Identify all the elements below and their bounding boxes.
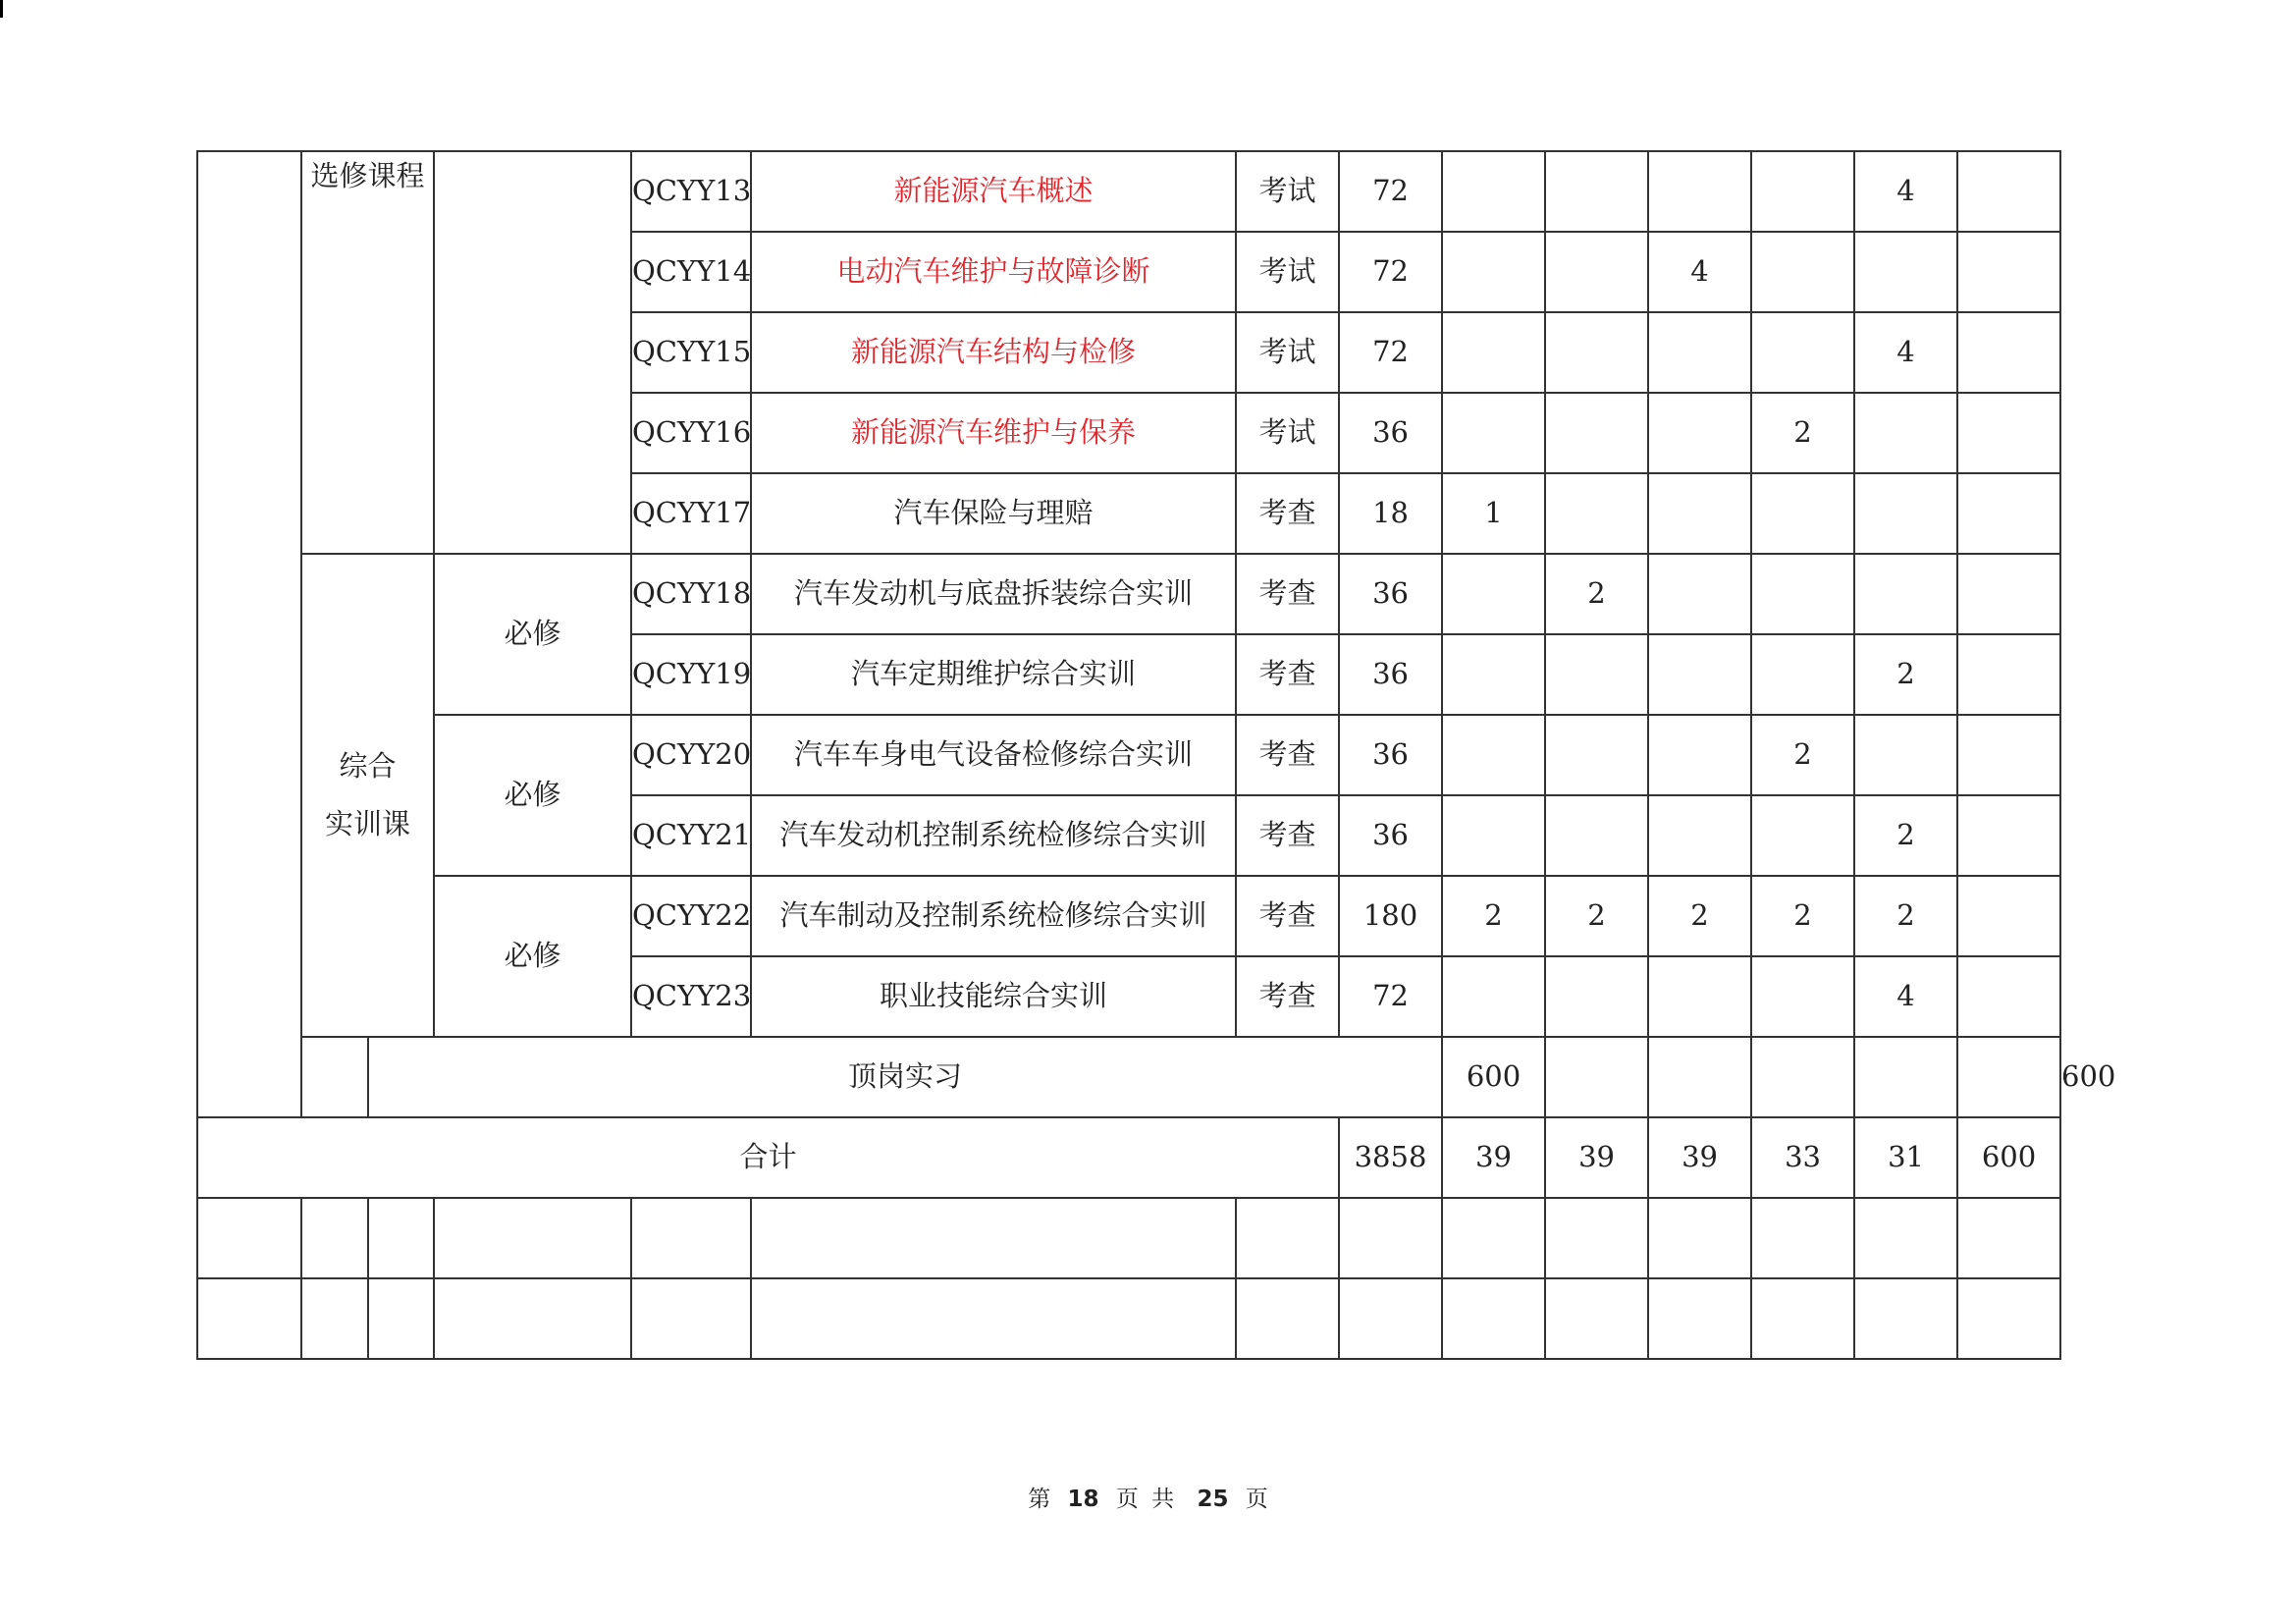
assessment-type: 考查 (1236, 715, 1339, 795)
assessment-type: 考查 (1236, 554, 1339, 634)
semester-6-hours (1957, 876, 2060, 956)
semester-2-hours (1545, 956, 1648, 1037)
semester-4-hours (1751, 795, 1854, 876)
assessment-type: 考查 (1236, 876, 1339, 956)
course-name: 新能源汽车概述 (751, 151, 1236, 232)
semester-6-hours (1957, 554, 2060, 634)
assessment-type: 考查 (1236, 795, 1339, 876)
footer-total-prefix: 共 (1151, 1487, 1175, 1512)
semester-3-total: 39 (1648, 1117, 1751, 1198)
semester-6-hours (1957, 393, 2060, 473)
table-row (197, 151, 2060, 232)
semester-4-hours (1751, 956, 1854, 1037)
semester-3-hours: 4 (1648, 232, 1751, 312)
course-code: QCYY13 (631, 151, 751, 232)
assessment-type: 考查 (1236, 956, 1339, 1037)
course-code: QCYY21 (631, 795, 751, 876)
semester-2-hours (1545, 795, 1648, 876)
semester-2-hours (1545, 715, 1648, 795)
assessment-type: 考试 (1236, 393, 1339, 473)
total-hours: 72 (1339, 312, 1442, 393)
elective-category-label: 选修课程 (301, 151, 434, 554)
semester-1-hours: 1 (1442, 473, 1545, 554)
semester-3-hours (1648, 715, 1751, 795)
total-row (197, 1117, 2060, 1198)
semester-2-hours (1545, 393, 1648, 473)
assessment-type: 考试 (1236, 151, 1339, 232)
assessment-type: 考查 (1236, 634, 1339, 715)
training-label-line-2: 实训课 (325, 807, 411, 840)
course-code: QCYY20 (631, 715, 751, 795)
table-row (197, 876, 2060, 956)
semester-3-hours (1648, 473, 1751, 554)
course-name: 汽车车身电气设备检修综合实训 (751, 715, 1236, 795)
semester-6-hours (1957, 715, 2060, 795)
semester-6-hours (1957, 151, 2060, 232)
semester-6-hours (1957, 473, 2060, 554)
page-edge-mark (0, 0, 3, 18)
category-cell-empty (197, 151, 301, 1117)
semester-2-hours (1545, 151, 1648, 232)
semester-5-hours: 4 (1854, 151, 1957, 232)
assessment-type: 考试 (1236, 312, 1339, 393)
semester-4-hours (1854, 1037, 1957, 1117)
semester-3-hours (1648, 956, 1751, 1037)
semester-2-hours (1545, 232, 1648, 312)
semester-1-hours (1442, 312, 1545, 393)
semester-6-total: 600 (1957, 1117, 2060, 1198)
elective-type-cell (434, 151, 631, 554)
semester-4-hours (1751, 634, 1854, 715)
semester-4-hours: 2 (1751, 876, 1854, 956)
semester-4-hours (1751, 554, 1854, 634)
semester-1-hours (1442, 151, 1545, 232)
course-code: QCYY22 (631, 876, 751, 956)
course-name: 汽车定期维护综合实训 (751, 634, 1236, 715)
total-hours: 18 (1339, 473, 1442, 554)
footer-page-prefix: 第 (1028, 1487, 1051, 1512)
page-footer (0, 1481, 2296, 1513)
total-hours: 72 (1339, 232, 1442, 312)
empty-row (197, 1198, 2060, 1278)
semester-5-hours: 2 (1854, 795, 1957, 876)
semester-5-hours (1854, 232, 1957, 312)
total-hours: 180 (1339, 876, 1442, 956)
semester-6-hours (1957, 956, 2060, 1037)
semester-5-hours: 4 (1854, 312, 1957, 393)
course-code: QCYY18 (631, 554, 751, 634)
semester-2-hours (1648, 1037, 1751, 1117)
semester-3-hours (1648, 312, 1751, 393)
semester-3-hours (1648, 393, 1751, 473)
assessment-type: 考试 (1236, 232, 1339, 312)
course-type: 必修 (434, 876, 631, 1037)
semester-4-hours (1751, 151, 1854, 232)
course-name: 汽车保险与理赔 (751, 473, 1236, 554)
semester-1-hours (1442, 554, 1545, 634)
empty-row (197, 1278, 2060, 1359)
semester-5-hours: 4 (1854, 956, 1957, 1037)
semester-1-hours (1442, 393, 1545, 473)
total-hours: 36 (1339, 795, 1442, 876)
semester-4-hours (1751, 232, 1854, 312)
semester-6-hours (1957, 795, 2060, 876)
semester-5-hours (1854, 554, 1957, 634)
semester-2-hours (1545, 634, 1648, 715)
training-category-label (301, 554, 434, 1037)
semester-6-hours (1957, 232, 2060, 312)
semester-1-hours (1442, 232, 1545, 312)
semester-1-hours (1442, 795, 1545, 876)
semester-1-hours (1442, 956, 1545, 1037)
semester-1-hours: 2 (1442, 876, 1545, 956)
course-code: QCYY17 (631, 473, 751, 554)
course-code: QCYY23 (631, 956, 751, 1037)
total-hours: 72 (1339, 151, 1442, 232)
total-hours: 36 (1339, 393, 1442, 473)
semester-3-hours (1751, 1037, 1854, 1117)
course-code: QCYY16 (631, 393, 751, 473)
table-row (197, 554, 2060, 634)
internship-total-hours: 600 (1442, 1037, 1545, 1117)
total-page-number: 25 (1197, 1487, 1229, 1512)
course-code: QCYY19 (631, 634, 751, 715)
assessment-type: 考查 (1236, 473, 1339, 554)
course-type: 必修 (434, 554, 631, 715)
grand-total-hours: 3858 (1339, 1117, 1442, 1198)
semester-2-total: 39 (1545, 1117, 1648, 1198)
training-label-line-1: 综合 (339, 748, 397, 783)
course-code: QCYY14 (631, 232, 751, 312)
semester-2-hours (1545, 473, 1648, 554)
semester-4-hours: 2 (1751, 715, 1854, 795)
semester-6-hours (1957, 312, 2060, 393)
internship-row: 顶岗实习 600 600 (197, 1037, 2060, 1117)
total-hours: 36 (1339, 554, 1442, 634)
semester-2-hours: 2 (1545, 554, 1648, 634)
semester-6-hours (1957, 634, 2060, 715)
semester-3-hours (1648, 151, 1751, 232)
total-hours: 72 (1339, 956, 1442, 1037)
curriculum-table (196, 150, 2116, 1360)
table-row (197, 715, 2060, 795)
semester-5-total: 31 (1854, 1117, 1957, 1198)
semester-3-hours (1648, 795, 1751, 876)
semester-5-hours (1854, 473, 1957, 554)
course-name: 新能源汽车维护与保养 (751, 393, 1236, 473)
semester-5-hours: 2 (1854, 876, 1957, 956)
semester-1-hours (1442, 715, 1545, 795)
total-label: 合计 (197, 1117, 1339, 1198)
course-name: 职业技能综合实训 (751, 956, 1236, 1037)
semester-5-hours: 2 (1854, 634, 1957, 715)
semester-1-hours (1545, 1037, 1648, 1117)
semester-4-hours (1751, 312, 1854, 393)
semester-4-hours: 2 (1751, 393, 1854, 473)
course-code: QCYY15 (631, 312, 751, 393)
footer-page-mid: 页 (1115, 1487, 1139, 1512)
semester-2-hours: 2 (1545, 876, 1648, 956)
current-page-number: 18 (1067, 1487, 1099, 1512)
semester-2-hours (1545, 312, 1648, 393)
course-name: 汽车发动机控制系统检修综合实训 (751, 795, 1236, 876)
internship-label: 顶岗实习 (368, 1037, 1442, 1117)
course-name: 汽车发动机与底盘拆装综合实训 (751, 554, 1236, 634)
course-type: 必修 (434, 715, 631, 876)
semester-3-hours (1648, 634, 1751, 715)
semester-3-hours: 2 (1648, 876, 1751, 956)
semester-5-hours (1854, 715, 1957, 795)
course-name: 新能源汽车结构与检修 (751, 312, 1236, 393)
total-hours: 36 (1339, 634, 1442, 715)
semester-4-total: 33 (1751, 1117, 1854, 1198)
total-hours: 36 (1339, 715, 1442, 795)
semester-4-hours (1751, 473, 1854, 554)
semester-1-hours (1442, 634, 1545, 715)
course-name: 电动汽车维护与故障诊断 (751, 232, 1236, 312)
semester-5-hours (1854, 393, 1957, 473)
empty-cell (301, 1037, 368, 1117)
course-name: 汽车制动及控制系统检修综合实训 (751, 876, 1236, 956)
semester-3-hours (1648, 554, 1751, 634)
semester-5-hours (1957, 1037, 2060, 1117)
semester-1-total: 39 (1442, 1117, 1545, 1198)
footer-total-suffix: 页 (1245, 1487, 1268, 1512)
